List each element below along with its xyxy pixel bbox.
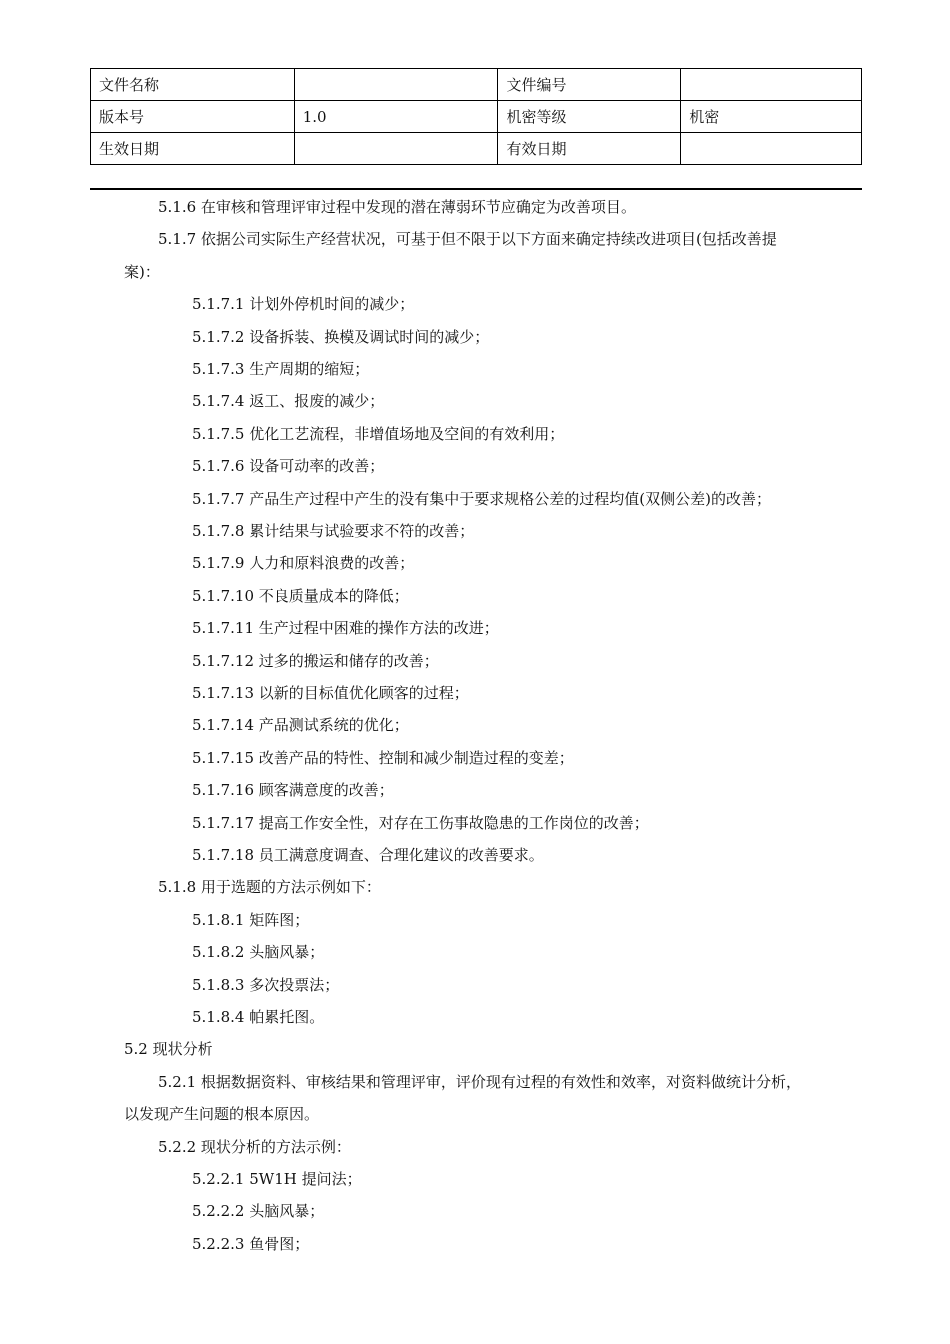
- paragraph-line: 5.1.8.4 帕累托图。: [192, 1008, 325, 1026]
- paragraph-line: 5.2.2.2 头脑风暴；: [192, 1202, 325, 1221]
- paragraph-line: 5.1.7.6 设备可动率的改善；: [192, 457, 385, 476]
- paragraph-line: 5.2.2.3 鱼骨图；: [192, 1234, 310, 1253]
- paragraph-line: 案)：: [124, 262, 160, 281]
- paragraph-line: 5.2.2 现状分析的方法示例：: [158, 1137, 351, 1156]
- paragraph-line: 5.1.7.18 员工满意度调查、合理化建议的改善要求。: [192, 846, 544, 864]
- paragraph-line: 5.1.7.2 设备拆装、换模及调试时间的减少；: [192, 327, 490, 346]
- value-confidentiality: 机密: [681, 101, 862, 133]
- paragraph-line: 5.2 现状分析: [124, 1040, 213, 1059]
- value-effective-date: [294, 133, 498, 165]
- paragraph-line: 5.1.8.2 头脑风暴；: [192, 943, 325, 962]
- paragraph-line: 5.1.7.3 生产周期的缩短；: [192, 360, 370, 378]
- header-row-effective-date: [91, 133, 862, 165]
- paragraph-line: 5.1.8.3 多次投票法；: [192, 975, 340, 994]
- label-file-number: 文件编号: [498, 69, 681, 101]
- paragraph-line: 5.1.8.1 矩阵图；: [192, 910, 310, 929]
- label-confidentiality: 机密等级: [498, 101, 681, 133]
- paragraph-line: 5.1.7.16 顾客满意度的改善；: [192, 781, 394, 800]
- paragraph-line: 5.1.7.10 不良质量成本的降低；: [192, 586, 409, 605]
- paragraph-line: 5.1.7 依据公司实际生产经营状况，可基于但不限于以下方面来确定持续改进项目(包括改善提: [158, 230, 777, 249]
- label-file-name: 文件名称: [91, 69, 295, 101]
- paragraph-line: 5.1.7.4 返工、报废的减少；: [192, 392, 385, 411]
- paragraph-line: 以发现产生问题的根本原因。: [124, 1105, 320, 1124]
- paragraph-line: 5.1.6 在审核和管理评审过程中发现的潜在薄弱环节应确定为改善项目。: [158, 198, 636, 216]
- header-row-version: [91, 101, 862, 133]
- label-effective-date: 生效日期: [91, 133, 295, 165]
- paragraph-line: 5.1.7.8 累计结果与试验要求不符的改善；: [192, 522, 475, 540]
- paragraph-line: 5.1.7.5 优化工艺流程，非增值场地及空间的有效利用；: [192, 424, 565, 443]
- paragraph-line: 5.1.7.7 产品生产过程中产生的没有集中于要求规格公差的过程均值(双侧公差)的改善；: [192, 489, 771, 508]
- paragraph-line: 5.2.2.1 5W1H 提问法；: [192, 1170, 362, 1188]
- header-divider: [90, 188, 862, 190]
- header-row-file-name: [91, 69, 862, 101]
- label-version: 版本号: [91, 101, 295, 133]
- value-file-name: [294, 69, 498, 101]
- label-valid-date: 有效日期: [498, 133, 681, 165]
- paragraph-line: 5.1.7.13 以新的目标值优化顾客的过程；: [192, 684, 469, 702]
- document-header-table: [90, 68, 862, 165]
- paragraph-line: 5.1.7.1 计划外停机时间的减少；: [192, 295, 415, 314]
- paragraph-line: 5.1.7.14 产品测试系统的优化；: [192, 716, 409, 735]
- paragraph-line: 5.1.7.17 提高工作安全性，对存在工伤事故隐患的工作岗位的改善；: [192, 813, 649, 832]
- paragraph-line: 5.1.7.9 人力和原料浪费的改善；: [192, 554, 415, 573]
- paragraph-line: 5.1.7.11 生产过程中困难的操作方法的改进；: [192, 619, 499, 638]
- value-valid-date: [681, 133, 862, 165]
- paragraph-line: 5.2.1 根据数据资料、审核结果和管理评审，评价现有过程的有效性和效率，对资料做统计分析，: [158, 1072, 801, 1091]
- value-file-number: [681, 69, 862, 101]
- paragraph-line: 5.1.8 用于选题的方法示例如下：: [158, 878, 381, 897]
- paragraph-line: 5.1.7.15 改善产品的特性、控制和减少制造过程的变差；: [192, 748, 574, 767]
- value-version: 1.0: [294, 101, 498, 133]
- paragraph-line: 5.1.7.12 过多的搬运和储存的改善；: [192, 651, 439, 670]
